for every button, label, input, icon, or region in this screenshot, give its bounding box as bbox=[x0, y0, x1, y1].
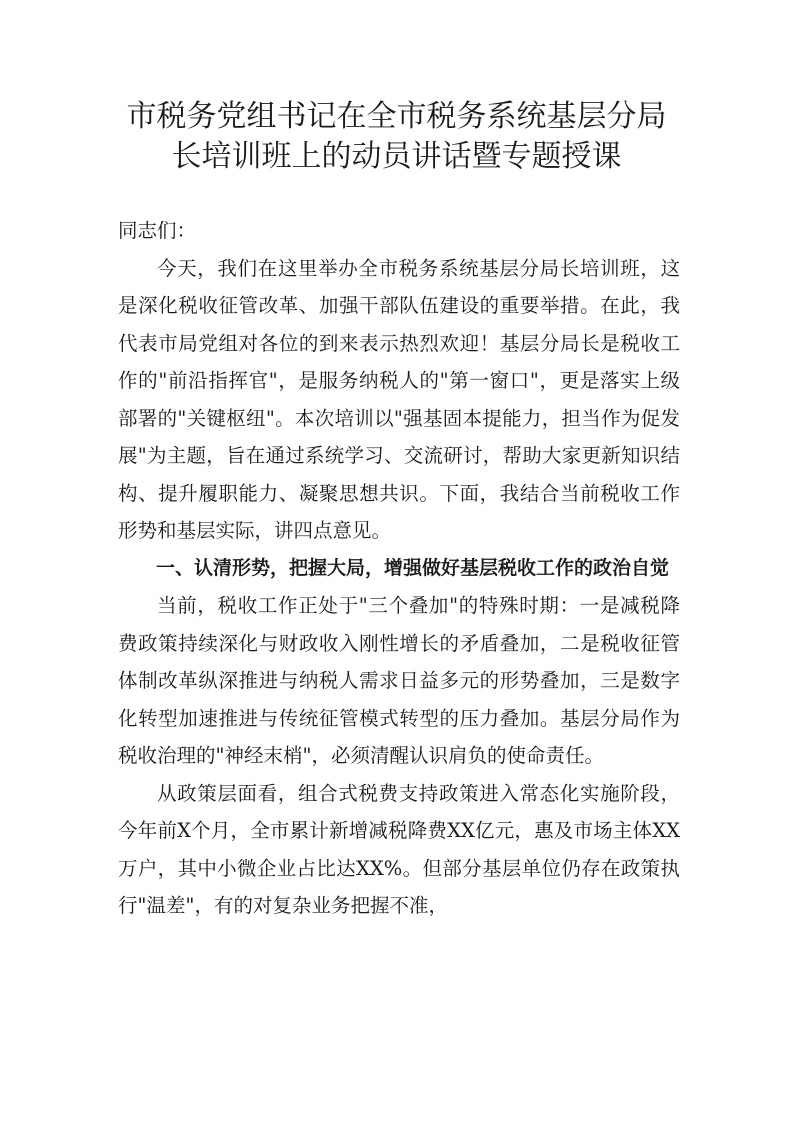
salutation: 同志们： bbox=[118, 219, 197, 242]
document-title-line-2: 长培训班上的动员讲话暨专题授课 bbox=[171, 139, 622, 174]
body-paragraph: 从政策层面看，组合式税费支持政策进入常态化实施阶段，今年前X个月，全市累计新增减税降费XX亿元，惠及市场主体XX万户，其中小微企业占比达XX%。但部分基层单位仍存在政策执行"温差"，有的对复杂业务把握不准， bbox=[118, 781, 680, 917]
body-paragraph: 当前，税收工作正处于"三个叠加"的特殊时期：一是减税降费政策持续深化与财政收入刚性增长的矛盾叠加，二是税收征管体制改革纵深推进与纳税人需求日益多元的形势叠加，三是数字化转型加速推进与传统征管模式转型的压力叠加。基层分局作为税收治理的"神经末梢"，必须清醒认识肩负的使命责任。 bbox=[118, 594, 680, 767]
document-body bbox=[118, 212, 680, 925]
section-heading: 一、认清形势，把握大局，增强做好基层税收工作的政治自觉 bbox=[156, 556, 670, 579]
body-paragraph: 今天，我们在这里举办全市税务系统基层分局长培训班，这是深化税收征管改革、加强干部队伍建设的重要举措。在此，我代表市局党组对各位的到来表示热烈欢迎！基层分局长是税收工作的"前沿指挥官"，是服务纳税人的"第一窗口"，更是落实上级部署的"关键枢纽"。本次培训以"强基固本提能力，担当作为促发展"为主题，旨在通过系统学习、交流研讨，帮助大家更新知识结构、提升履职能力、凝聚思想共识。下面，我结合当前税收工作形势和基层实际，讲四点意见。 bbox=[118, 256, 680, 542]
document-title-line-1: 市税务党组书记在全市税务系统基层分局 bbox=[126, 99, 667, 134]
